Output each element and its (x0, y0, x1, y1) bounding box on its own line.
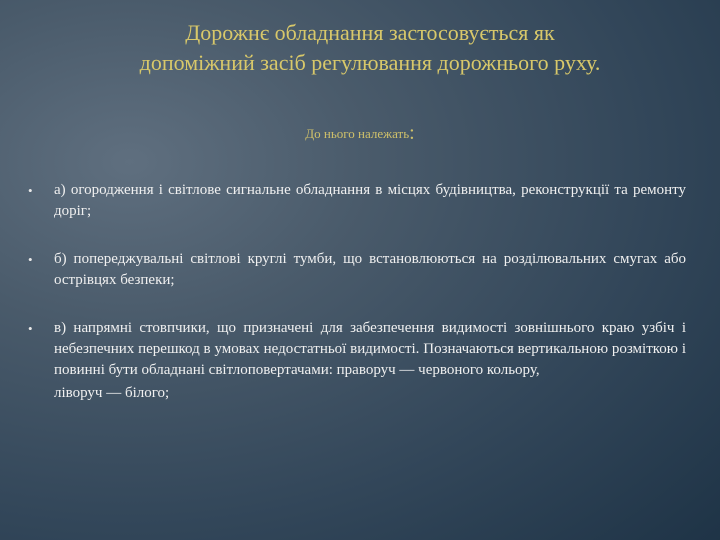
list-item-text: а) огородження і світлове сигнальне обладнання в місцях будівництва, реконструкції та ремонту доріг; (54, 182, 686, 219)
subtitle-colon: : (409, 122, 415, 144)
slide-subtitle (0, 122, 720, 145)
title-line-1: Дорожнє обладнання застосовується як (185, 20, 555, 45)
slide-title (60, 18, 680, 78)
list-item-continuation: ліворуч — білого; (54, 385, 170, 401)
list-item-text: б) попереджувальні світлові круглі тумби, що встановлюються на розділювальних смугах або острівцях безпеки; (54, 251, 686, 288)
bullet-marker: • (28, 183, 33, 198)
title-line-2: допоміжний засіб регулювання дорожнього руху. (139, 50, 601, 75)
list-item (28, 318, 686, 381)
bullet-marker: • (28, 321, 33, 336)
list-item (28, 180, 686, 222)
list-item (28, 249, 686, 291)
bullet-marker: • (28, 252, 33, 267)
list-item-text: в) напрямні стовпчики, що призначені для забезпечення видимості зовнішнього краю узбіч і небезпечних перешкод в умовах недостатньої видимості. Позначаються вертикальною розміткою і повинні бути обладнані світлоповертачами: праворуч — червоного кольору, (54, 320, 686, 378)
bullet-list (28, 180, 686, 404)
subtitle-text: До нього належать (305, 126, 410, 141)
